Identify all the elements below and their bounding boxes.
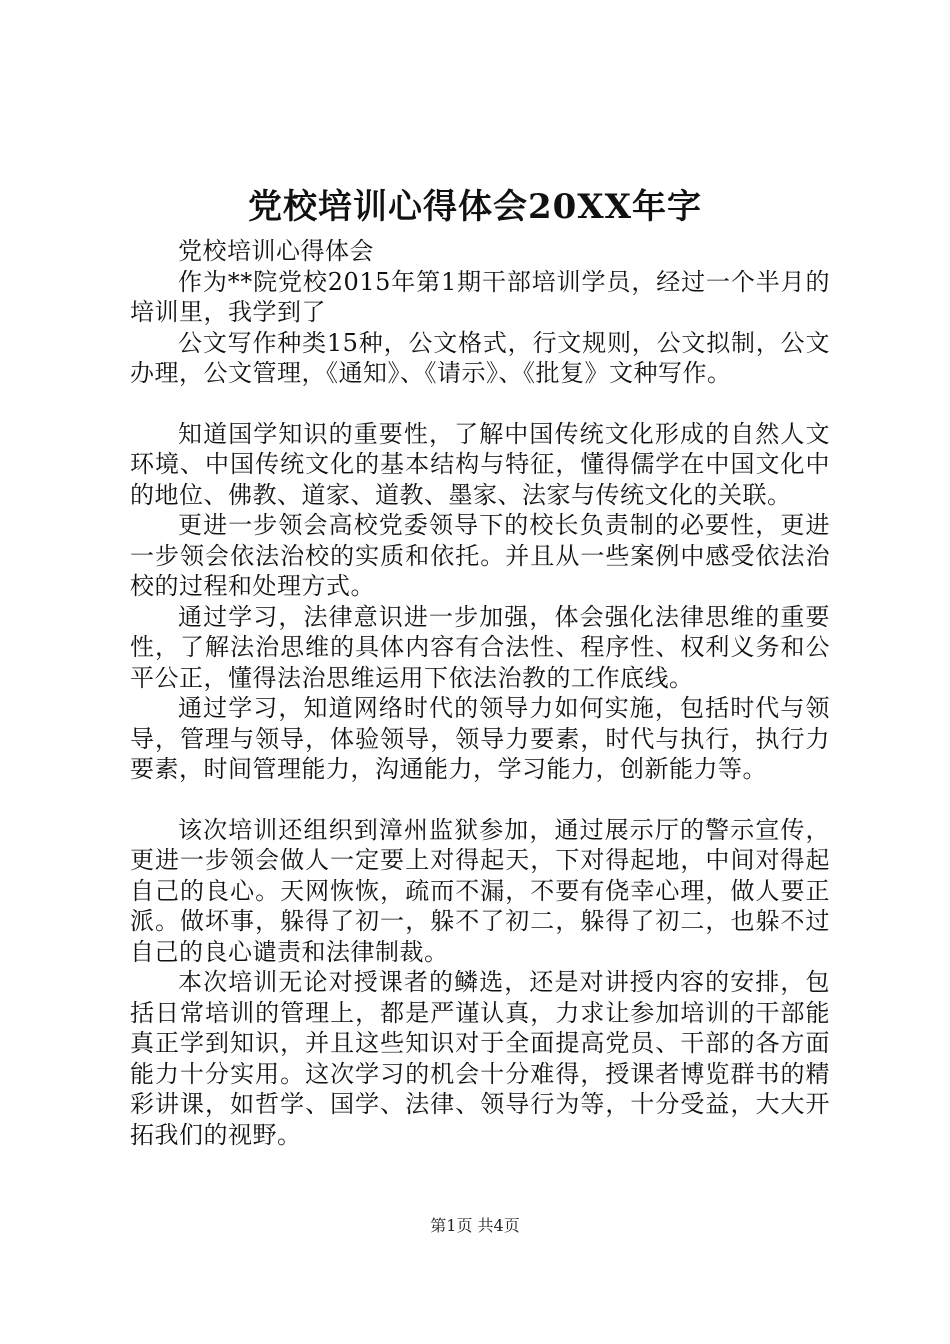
paragraph-2: 作为**院党校2015年第1期干部培训学员，经过一个半月的培训里，我学到了 [130, 267, 830, 326]
paragraph-6: 通过学习，法律意识进一步加强，体会强化法律思维的重要性，了解法治思维的具体内容有合法性、程序性、权利义务和公平公正，懂得法治思维运用下依法治教的工作底线。 [130, 602, 830, 692]
paragraph-8: 该次培训还组织到漳州监狱参加，通过展示厅的警示宣传，更进一步领会做人一定要上对得起天，下对得起地，中间对得起自己的良心。天网恢恢，疏而不漏，不要有侥幸心理，做人要正派。做坏事，躲得了初一，躲不了初二，躲得了初二，也躲不过自己的良心谴责和法律制裁。 [130, 815, 830, 966]
paragraph-3: 公文写作种类15种，公文格式，行文规则，公文拟制，公文办理，公文管理，《通知》、《请示》、《批复》文种写作。 [130, 328, 830, 387]
page-number-footer: 第1页 共4页 [430, 1216, 520, 1235]
paragraph-9: 本次培训无论对授课者的鳞选，还是对讲授内容的安排，包括日常培训的管理上，都是严谨认真，力求让参加培训的干部能真正学到知识，并且这些知识对于全面提高党员、干部的各方面能力十分实用。这次学习的机会十分难得，授课者博览群书的精彩讲课，如哲学、国学、法律、领导行为等，十分受益，大大开拓我们的视野。 [130, 968, 830, 1149]
paragraph-7: 通过学习，知道网络时代的领导力如何实施，包括时代与领导，管理与领导，体验领导，领导力要素，时代与执行，执行力要素，时间管理能力，沟通能力，学习能力，创新能力等。 [130, 694, 830, 783]
paragraph-1: 党校培训心得体会 [178, 237, 374, 265]
document-body [130, 236, 830, 1150]
document-title: 党校培训心得体会20XX年字 [247, 187, 703, 227]
paragraph-5: 更进一步领会高校党委领导下的校长负责制的必要性，更进一步领会依法治校的实质和依托。并且从一些案例中感受依法治校的过程和处理方式。 [130, 511, 830, 600]
paragraph-4: 知道国学知识的重要性，了解中国传统文化形成的自然人文环境、中国传统文化的基本结构与特征，懂得儒学在中国文化中的地位、佛教、道家、道教、墨家、法家与传统文化的关联。 [130, 419, 830, 509]
